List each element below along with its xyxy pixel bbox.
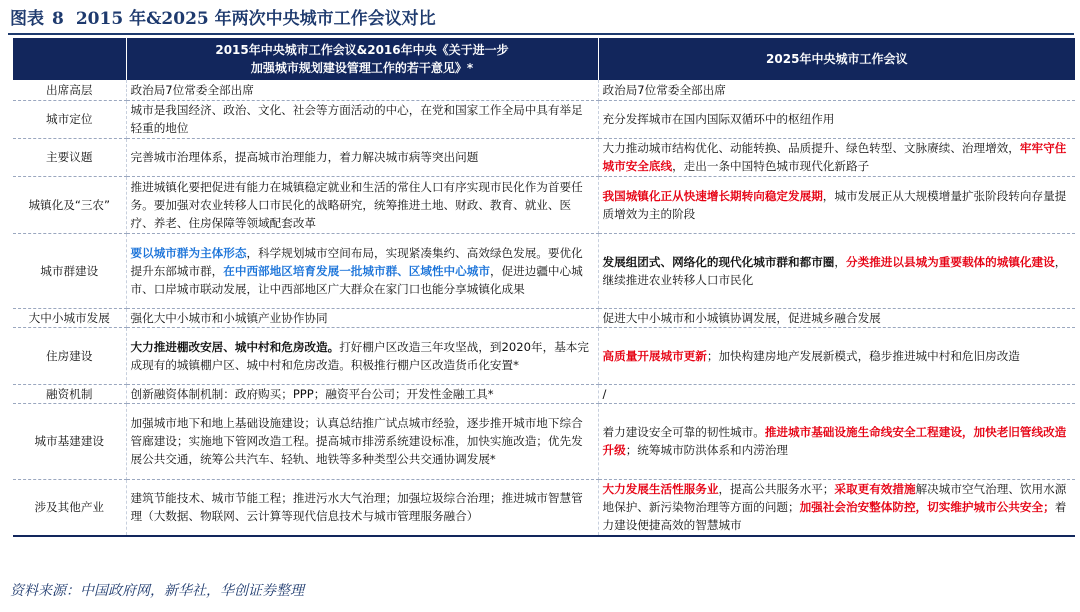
cell-2015 <box>126 138 598 176</box>
cell-text: ，城市发展正从大规模增量扩张阶段转向存量提质增效为主的阶段 <box>602 188 1067 221</box>
cell-2015 <box>126 233 598 308</box>
cell-2015 <box>126 308 598 327</box>
table-row <box>13 176 1075 233</box>
highlight-red-text: 加强社会治安整体防控，切实维护城市公共安全； <box>799 500 1055 515</box>
table-row <box>13 308 1075 327</box>
header-2015-column <box>126 38 598 80</box>
cell-text: 完善城市治理体系，提高城市治理能力，着力解决城市病等突出问题 <box>130 150 479 164</box>
header-2015-line1: 2015年中央城市工作会议&2016年中央《关于进一步 <box>215 43 509 57</box>
cell-text: 建筑节能技术、城市节能工程；推进污水大气治理；加强垃圾综合治理；推进城市智慧管理（大数据、物联网、云计算等现代信息技术与城市管理服务融合） <box>130 491 583 524</box>
row-label: 住房建设 <box>13 327 126 384</box>
row-label: 融资机制 <box>13 384 126 403</box>
cell-text: 城市是我国经济、政治、文化、社会等方面活动的中心，在党和国家工作全局中具有举足轻重的地位 <box>130 103 583 135</box>
cell-text: ，继续推进农业转移人口市民化 <box>602 254 1067 287</box>
cell-text: 着力建设便捷高效的智慧城市 <box>602 500 1067 533</box>
cell-2025 <box>598 327 1075 384</box>
cell-text: 推进城镇化要把促进有能力在城镇稳定就业和生活的常住人口有序实现市民化作为首要任务。要加强对农业转移人口市民化的战略研究，统筹推进土地、财政、教育、就业、医疗、养老、住房保障等领域配套改革 <box>130 179 583 230</box>
table-row <box>13 80 1075 100</box>
cell-text: 加强城市地下和地上基础设施建设；认真总结推广试点城市经验，逐步推开城市地下综合管廊建设；实施地下管网改造工程。提高城市排涝系统建设标准，加快实施改造；优先发展公共交通，统筹公共汽车、轻轨、地铁等多种类型公共交通协调发展* <box>130 416 583 466</box>
cell-text: ；加快构建房地产发展新模式，稳步推进城中村和危旧房改造 <box>706 348 1020 363</box>
highlight-red-text: 牢牢守住城市安全底线 <box>602 141 1067 173</box>
highlight-red-text: 大力发展生活性服务业 <box>602 482 719 497</box>
figure-number: 8 <box>52 9 64 29</box>
comparison-table <box>13 38 1075 537</box>
row-label: 大中小城市发展 <box>13 308 126 327</box>
table-row <box>13 403 1075 479</box>
cell-2025 <box>598 233 1075 308</box>
source-note: 资料来源：中国政府网，新华社，华创证券整理 <box>10 583 304 599</box>
cell-text: 强化大中小城市和小城镇产业协作协同 <box>130 310 328 325</box>
cell-text: 促进大中小城市和小城镇协调发展，促进城乡融合发展 <box>602 310 881 325</box>
cell-2025 <box>598 308 1075 327</box>
row-label: 城市群建设 <box>13 233 126 308</box>
cell-text: 着力建设安全可靠的韧性城市。 <box>602 425 765 439</box>
figure-title <box>10 6 1074 34</box>
row-label: 主要议题 <box>13 138 126 176</box>
cell-2025 <box>598 384 1075 403</box>
cell-text: 创新融资体制机制：政府购买；PPP；融资平台公司；开发性金融工具* <box>130 386 494 401</box>
cell-2015 <box>126 479 598 536</box>
cell-text: 充分发挥城市在国内国际双循环中的枢纽作用 <box>602 112 835 126</box>
row-label: 城市基建建设 <box>13 403 126 479</box>
table-row <box>13 233 1075 308</box>
highlight-blue-text: 要以城市群为主体形态 <box>130 245 247 260</box>
row-label: 出席高层 <box>13 80 126 100</box>
highlight-red-text: 我国城镇化正从快速增长期转向稳定发展期 <box>602 188 823 203</box>
cell-2025 <box>598 176 1075 233</box>
cell-text: 打好棚户区改造三年攻坚战，到2020年，基本完成现有的城镇棚户区、城中村和危房改造。积极推行棚户区改造货币化安置* <box>130 339 589 372</box>
cell-text: ；统筹城市防洪体系和内涝治理 <box>625 443 789 457</box>
cell-text: ， <box>834 254 846 269</box>
highlight-red-text: 采取更有效措施 <box>834 482 916 497</box>
table-row <box>13 327 1075 384</box>
table-header-row <box>13 38 1075 80</box>
row-label: 城镇化及“三农” <box>13 176 126 233</box>
cell-2015 <box>126 384 598 403</box>
cell-text: ，提高公共服务水平； <box>718 482 835 497</box>
cell-text: ，走出一条中国特色城市现代化新路子 <box>672 159 870 173</box>
header-2015-line2: 加强城市规划建设管理工作的若干意见》* <box>250 61 474 75</box>
table-row <box>13 479 1075 536</box>
cell-2025 <box>598 80 1075 100</box>
cell-2025 <box>598 479 1075 536</box>
table-row <box>13 384 1075 403</box>
cell-text: / <box>602 386 607 401</box>
cell-2015 <box>126 80 598 100</box>
cell-text: 大力推动城市结构优化、动能转换、品质提升、绿色转型、文脉赓续、治理增效， <box>602 141 1020 155</box>
cell-text: ，科学规划城市空间布局，实现紧凑集约、高效绿色发展。要优化提升东部城市群， <box>130 245 583 278</box>
header-label-column <box>13 38 126 80</box>
cell-2015 <box>126 327 598 384</box>
figure-title-text: 2015 年&2025 年两次中央城市工作会议对比 <box>75 9 436 29</box>
table-row <box>13 138 1075 176</box>
highlight-red-text: 高质量开展城市更新 <box>602 348 707 363</box>
row-label: 涉及其他产业 <box>13 479 126 536</box>
table-row <box>13 100 1075 138</box>
title-divider <box>8 33 1074 35</box>
cell-2025 <box>598 138 1075 176</box>
cell-2015 <box>126 176 598 233</box>
highlight-blue-text: 在中西部地区培育发展一批城市群、区域性中心城市 <box>223 263 490 278</box>
cell-text: 政治局7位常委全部出席 <box>602 82 726 97</box>
cell-text: 政治局7位常委全部出席 <box>130 82 254 97</box>
bold-text: 大力推进棚改安居、城中村和危房改造。 <box>130 339 340 354</box>
cell-2015 <box>126 403 598 479</box>
cell-2025 <box>598 100 1075 138</box>
row-label: 城市定位 <box>13 100 126 138</box>
header-2025-column: 2025年中央城市工作会议 <box>598 38 1075 80</box>
highlight-red-text: 分类推进以县城为重要载体的城镇化建设 <box>846 254 1055 269</box>
cell-2015 <box>126 100 598 138</box>
cell-2025 <box>598 403 1075 479</box>
bold-text: 发展组团式、网络化的现代化城市群和都市圈 <box>602 254 835 269</box>
cell-text: ，促进边疆中心城市、口岸城市联动发展，让中西部地区广大群众在家门口也能分享城镇化成果 <box>130 263 583 296</box>
highlight-red-text: 推进城市基础设施生命线安全工程建设，加快老旧管线改造升级 <box>602 425 1067 457</box>
figure-label: 图表 <box>10 9 44 29</box>
cell-text: 解决城市空气治理、饮用水源地保护、新污染物治理等方面的问题； <box>602 482 1067 515</box>
